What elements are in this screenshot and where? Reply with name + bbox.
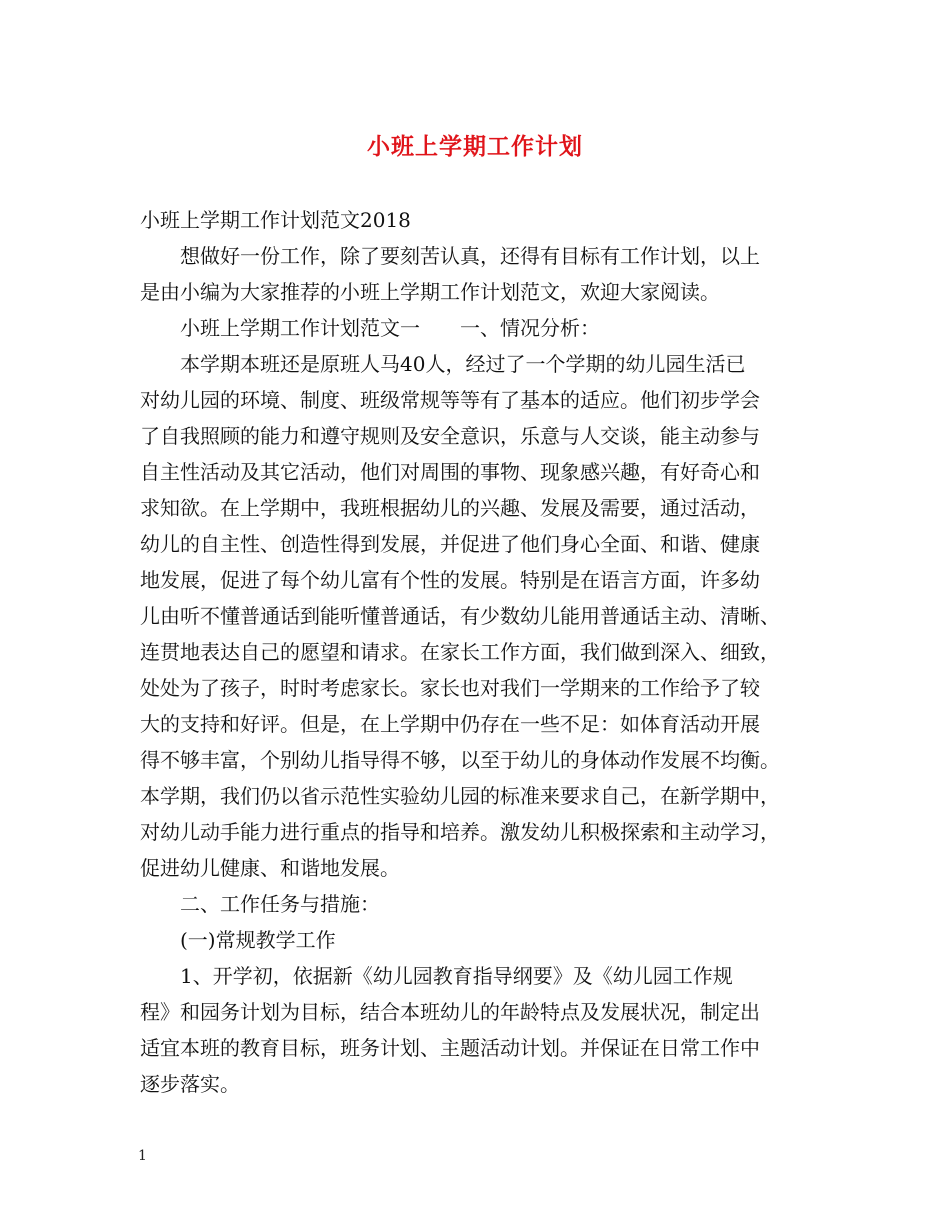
body-line: 想做好一份工作，除了要刻苦认真，还得有目标有工作计划，以上 <box>140 244 760 268</box>
body-line: 是由小编为大家推荐的小班上学期工作计划范文，欢迎大家阅读。 <box>140 280 720 304</box>
body-line: 本学期，我们仍以省示范性实验幼儿园的标准来要求自己，在新学期中， <box>140 784 780 808</box>
body-line: 1、开学初，依据新《幼儿园教育指导纲要》及《幼儿园工作规 <box>140 964 733 988</box>
body-line: 得不够丰富，个别幼儿指导得不够，以至于幼儿的身体动作发展不均衡。 <box>140 748 780 772</box>
body-line: 二、工作任务与措施： <box>140 892 380 916</box>
body-line: 适宜本班的教育目标，班务计划、主题活动计划。并保证在日常工作中 <box>140 1036 760 1060</box>
body-line: 处处为了孩子，时时考虑家长。家长也对我们一学期来的工作给予了较 <box>140 676 760 700</box>
body-line: 大的支持和好评。但是，在上学期中仍存在一些不足：如体育活动开展 <box>140 712 760 736</box>
body-line: 连贯地表达自己的愿望和请求。在家长工作方面，我们做到深入、细致， <box>140 640 780 664</box>
body-line: 促进幼儿健康、和谐地发展。 <box>140 856 400 880</box>
body-line: 地发展，促进了每个幼儿富有个性的发展。特别是在语言方面，许多幼 <box>140 568 760 592</box>
body-line: 小班上学期工作计划范文一 一、情况分析： <box>140 316 600 340</box>
body-line: 自主性活动及其它活动，他们对周围的事物、现象感兴趣，有好奇心和 <box>140 460 760 484</box>
body-line: 对幼儿园的环境、制度、班级常规等等有了基本的适应。他们初步学会 <box>140 388 760 412</box>
page-number: 1 <box>138 1148 147 1164</box>
document-subtitle: 小班上学期工作计划范文2018 <box>140 208 411 232</box>
body-line: 幼儿的自主性、创造性得到发展，并促进了他们身心全面、和谐、健康 <box>140 532 760 556</box>
body-line: 程》和园务计划为目标，结合本班幼儿的年龄特点及发展状况，制定出 <box>140 1000 760 1024</box>
body-line: 求知欲。在上学期中，我班根据幼儿的兴趣、发展及需要，通过活动， <box>140 496 760 520</box>
body-line: (一)常规教学工作 <box>140 928 336 952</box>
body-line: 儿由听不懂普通话到能听懂普通话，有少数幼儿能用普通话主动、清晰、 <box>140 604 780 628</box>
body-line: 本学期本班还是原班人马40人，经过了一个学期的幼儿园生活已 <box>140 352 746 376</box>
document-title: 小班上学期工作计划 <box>367 133 583 160</box>
body-line: 逐步落实。 <box>140 1072 240 1096</box>
body-line: 了自我照顾的能力和遵守规则及安全意识，乐意与人交谈，能主动参与 <box>140 424 760 448</box>
body-line: 对幼儿动手能力进行重点的指导和培养。激发幼儿积极探索和主动学习， <box>140 820 780 844</box>
